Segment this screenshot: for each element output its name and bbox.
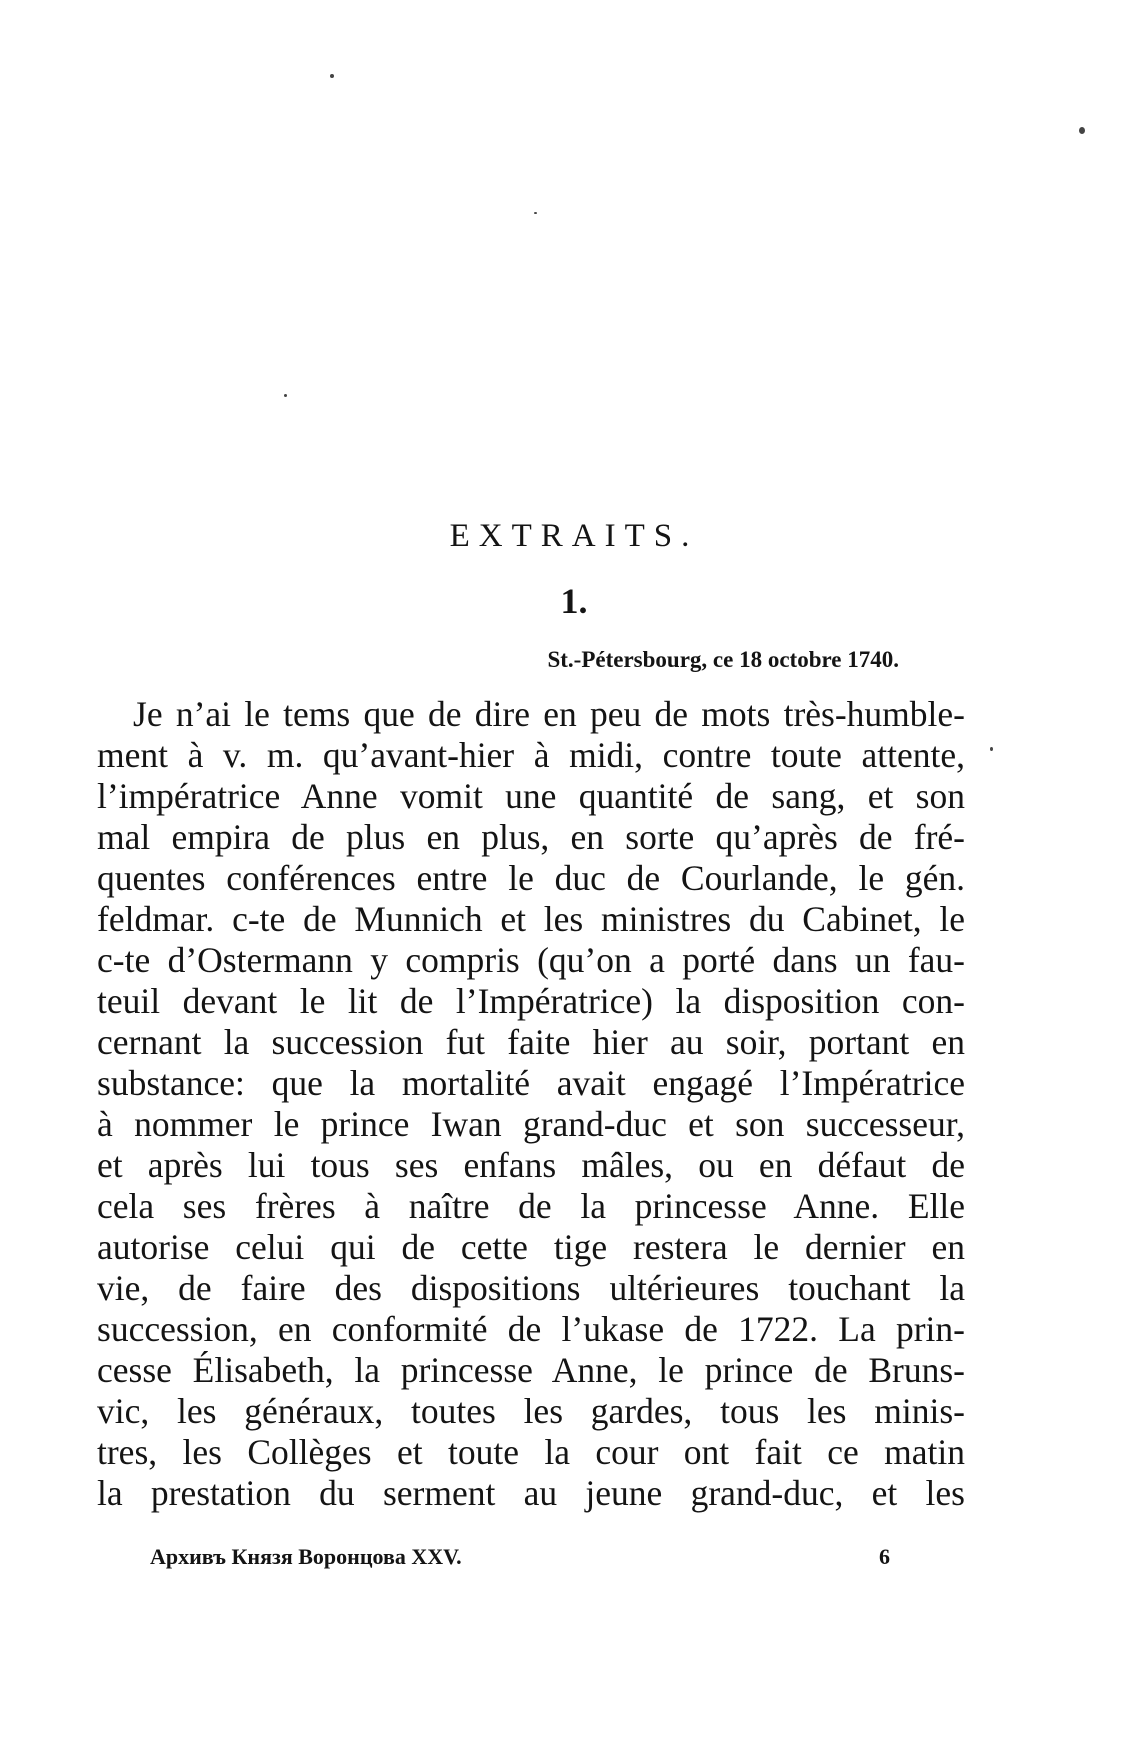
text-line: tres, les Collèges et toute la cour ont fait ce matin: [97, 1432, 965, 1472]
text-line: cesse Élisabeth, la princesse Anne, le prince de Bruns-: [97, 1350, 965, 1390]
text-line: la prestation du serment au jeune grand-duc, et les: [97, 1473, 965, 1513]
text-line: autorise celui qui de cette tige restera le dernier en: [97, 1227, 965, 1267]
text-line: Je n’ai le tems que de dire en peu de mots très-humble-: [133, 694, 965, 734]
text-line: ment à v. m. qu’avant-hier à midi, contre toute attente,: [97, 735, 965, 775]
text-line: succession, en conformité de l’ukase de 1722. La prin-: [97, 1309, 965, 1349]
text-line: mal empira de plus en plus, en sorte qu’après de fré-: [97, 817, 965, 857]
print-speck: [284, 394, 287, 397]
text-line: cernant la succession fut faite hier au soir, portant en: [97, 1022, 965, 1062]
print-speck: [1079, 127, 1085, 134]
print-speck: [990, 747, 993, 751]
text-line: cela ses frères à naître de la princesse Anne. Elle: [97, 1186, 965, 1226]
text-line: c-te d’Ostermann y compris (qu’on a porté dans un fau-: [97, 940, 965, 980]
dateline: St.-Pétersbourg, ce 18 octobre 1740.: [547, 647, 899, 672]
text-line: l’impératrice Anne vomit une quantité de sang, et son: [97, 776, 965, 816]
sheet-number: 6: [879, 1544, 890, 1569]
text-line: et après lui tous ses enfans mâles, ou en défaut de: [97, 1145, 965, 1185]
text-line: à nommer le prince Iwan grand-duc et son successeur,: [97, 1104, 965, 1144]
text-line: vic, les généraux, toutes les gardes, tous les minis-: [97, 1391, 965, 1431]
text-line: vie, de faire des dispositions ultérieures touchant la: [97, 1268, 965, 1308]
text-line: quentes conférences entre le duc de Courlande, le gén.: [97, 858, 965, 898]
text-line: substance: que la mortalité avait engagé l’Impératrice: [97, 1063, 965, 1103]
text-line: feldmar. c-te de Munnich et les ministres du Cabinet, le: [97, 899, 965, 939]
letter-number: 1.: [560, 581, 588, 621]
print-speck: [330, 74, 334, 78]
page-footer: [150, 1544, 890, 1574]
signature-mark: Архивъ Князя Воронцова XXV.: [150, 1544, 462, 1569]
section-title: EXTRAITS.: [449, 518, 699, 554]
text-line: teuil devant le lit de l’Impératrice) la disposition con-: [97, 981, 965, 1021]
print-speck: [534, 212, 537, 214]
letter-body: [97, 694, 965, 1514]
